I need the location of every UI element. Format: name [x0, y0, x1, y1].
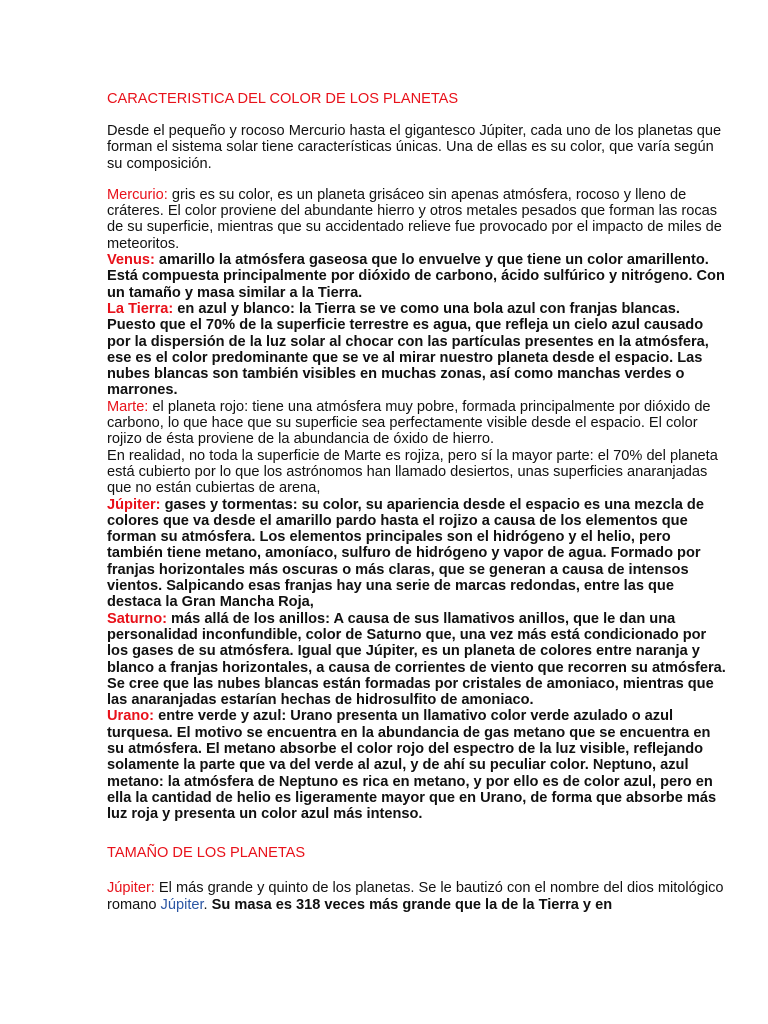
text-marte: el planeta rojo: tiene una atmósfera muy pobre, formada principalmente por dióxido de carbono, lo que hace que su superficie sea perfectamente visible desde el espacio. El color rojizo de ésta proviene de la abundancia de óxido de hierro. — [107, 398, 711, 448]
paragraph-jupiter — [107, 497, 728, 611]
paragraph-tamano-jupiter — [107, 880, 728, 913]
text-dot: . — [203, 896, 212, 913]
label-urano: Urano: — [107, 708, 155, 725]
label-venus: Venus: — [107, 252, 155, 269]
text-urano: entre verde y azul: Urano presenta un llamativo color verde azulado o azul turquesa. El motivo se encuentra en la abundancia de gas metano que se encuentra en su atmósfera. El metano absorbe el color rojo del espectro de la luz visible, reflejando solamente la parte que va del verde al azul, y de ahí su peculiar color. Neptuno, azul metano: la atmósfera de Neptuno es rica en metano, y por ello es de color azul, pero en ella la cantidad de helio es ligeramente mayor que en Urano, de forma que absorbe más luz roja y presenta un color azul más intenso. — [107, 708, 717, 823]
section-title-color: CARACTERISTICA DEL COLOR DE LOS PLANETAS — [107, 91, 459, 107]
paragraph-urano — [107, 708, 728, 822]
intro-paragraph: Desde el pequeño y rocoso Mercurio hasta el gigantesco Júpiter, cada uno de los planetas que forman el sistema solar tiene características únicas. Una de ellas es su color, que varía según su composición. — [107, 123, 722, 172]
paragraph-saturno — [107, 611, 728, 709]
paragraph-mercurio — [107, 187, 728, 252]
label-tamano-jupiter: Júpiter: — [107, 880, 155, 897]
text-bold-masa: Su masa es 318 veces más grande que la de la Tierra y en — [211, 896, 613, 913]
label-mercurio: Mercurio: — [107, 186, 168, 203]
label-marte: Marte: — [107, 398, 149, 415]
section-title-size: TAMAÑO DE LOS PLANETAS — [107, 845, 306, 862]
text-venus: amarillo la atmósfera gaseosa que lo envuelve y que tiene un color amarillento. Está compuesta principalmente por dióxido de carbono, ácido sulfúrico y nitrógeno. Con un tamaño y masa similar a la Tierra. — [107, 252, 725, 301]
paragraph-marte — [107, 399, 728, 448]
paragraph-tierra — [107, 301, 728, 399]
paragraph-venus — [107, 252, 728, 301]
paragraph-marte-2: En realidad, no toda la superficie de Marte es rojiza, pero sí la mayor parte: el 70% del planeta está cubierto por lo que los astrónomos han llamado desiertos, unas superficies anaranjadas que no están cubiertas de arena, — [107, 447, 718, 497]
label-saturno: Saturno: — [107, 610, 167, 627]
label-tierra: La Tierra: — [107, 300, 174, 317]
text-tierra: en azul y blanco: la Tierra se ve como una bola azul con franjas blancas. Puesto que el 70% de la superficie terrestre es agua, que refleja un cielo azul causado por la dispersión de la luz solar al chocar con las partículas presentes en la atmósfera, ese es el color predominante que se ve al mirar nuestro planeta desde el espacio. Las nubes blancas son también visibles en muchas zonas, así como manchas verdes o marrones. — [107, 300, 709, 399]
text-saturno: más allá de los anillos: A causa de sus llamativos anillos, que le dan una personalidad inconfundible, color de Saturno que, una vez más está condicionado por los gases de su atmósfera. Igual que Júpiter, es un planeta de colores entre naranja y blanco a franjas horizontales, a causa de corrientes de viento que recorren su atmósfera. Se cree que las nubes blancas están formadas por cristales de amoniaco, mientras que las anaranjadas estarían hechas de hidrosulfito de amoniaco. — [107, 610, 726, 709]
link-jupiter[interactable]: Júpiter — [160, 896, 204, 913]
text-mercurio: gris es su color, es un planeta grisáceo sin apenas atmósfera, rocoso y lleno de cráteres. El color proviene del abundante hierro y otros metales pesados que forman las rocas de su superficie, mientras que su accidentado relieve fue provocado por el impacto de miles de meteoritos. — [107, 186, 722, 252]
text-jupiter: gases y tormentas: su color, su apariencia desde el espacio es una mezcla de colores que va desde el amarillo pardo hasta el rojizo a causa de los elementos que forman su atmósfera. Los elementos principales son el hidrógeno y el helio, pero también tiene metano, amoníaco, sulfuro de hidrógeno y vapor de agua. Formado por franjas horizontales más oscuras o más claras, que se generan a causa de intensos vientos. Salpicando esas franjas hay una serie de marcas redondas, entre las que destaca la Gran Mancha Roja, — [107, 496, 704, 611]
label-jupiter: Júpiter: — [107, 496, 161, 513]
text-tamano-jupiter: El más grande y quinto de los planetas. Se le bautizó con el nombre del dios mitológico romano — [107, 880, 724, 913]
